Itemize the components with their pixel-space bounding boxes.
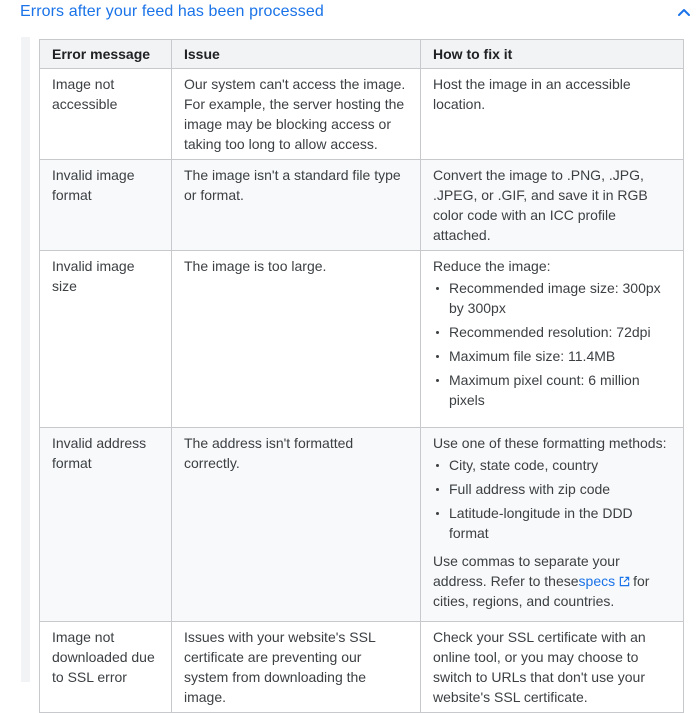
error-message-cell: Invalid image format — [40, 160, 172, 251]
list-item: Maximum pixel count: 6 million pixels — [449, 370, 672, 410]
list-item: Recommended image size: 300px by 300px — [449, 278, 672, 318]
table-header-row — [40, 40, 684, 69]
accordion-title[interactable]: Errors after your feed has been processed — [20, 3, 324, 20]
fix-cell: Convert the image to .PNG, .JPG, .JPEG, or .GIF, and save it in RGB color code with an ICC profile attached. — [421, 160, 684, 251]
column-header-error-message: Error message — [40, 40, 172, 69]
list-item: Full address with zip code — [449, 479, 672, 499]
table-row — [40, 428, 684, 622]
list-item: Latitude-longitude in the DDD format — [449, 503, 672, 543]
column-header-issue: Issue — [172, 40, 421, 69]
column-header-how-to-fix: How to fix it — [421, 40, 684, 69]
fix-cell — [421, 251, 684, 428]
external-link-icon[interactable] — [619, 576, 630, 587]
fix-list — [433, 278, 672, 410]
table-row — [40, 160, 684, 251]
issue-cell: The address isn't formatted correctly. — [172, 428, 421, 622]
fix-intro: Reduce the image: — [433, 258, 551, 274]
list-item: Maximum file size: 11.4MB — [449, 346, 672, 366]
error-message-cell: Image not downloaded due to SSL error — [40, 622, 172, 713]
issue-cell: The image is too large. — [172, 251, 421, 428]
specs-link-label[interactable]: specs — [578, 573, 616, 589]
accordion-header[interactable] — [0, 0, 700, 28]
fix-note-text: Use commas to separate your address. Refer to these — [433, 553, 620, 589]
content-indent-bar — [21, 37, 30, 682]
fix-note-text-end: for cities, regions, and countries. — [433, 573, 650, 609]
error-message-cell: Invalid image size — [40, 251, 172, 428]
issue-cell: Our system can't access the image. For example, the server hosting the image may be blocking access or taking too long to allow access. — [172, 69, 421, 160]
issue-cell: Issues with your website's SSL certificate are preventing our system from downloading the image. — [172, 622, 421, 713]
table-row — [40, 69, 684, 160]
errors-table-container — [39, 39, 683, 713]
specs-link[interactable] — [579, 573, 634, 589]
chevron-up-icon[interactable] — [677, 7, 691, 17]
fix-cell: Check your SSL certificate with an online tool, or you may choose to switch to URLs that don't use your website's SSL certificate. — [421, 622, 684, 713]
fix-note — [433, 551, 672, 611]
fix-intro: Use one of these formatting methods: — [433, 435, 667, 451]
errors-table — [39, 39, 684, 713]
issue-cell: The image isn't a standard file type or format. — [172, 160, 421, 251]
list-item: Recommended resolution: 72dpi — [449, 322, 672, 342]
error-message-cell: Invalid address format — [40, 428, 172, 622]
fix-cell — [421, 428, 684, 622]
error-message-cell: Image not accessible — [40, 69, 172, 160]
list-item: City, state code, country — [449, 455, 672, 475]
table-row — [40, 622, 684, 713]
table-row — [40, 251, 684, 428]
fix-list — [433, 455, 672, 543]
fix-cell: Host the image in an accessible location. — [421, 69, 684, 160]
